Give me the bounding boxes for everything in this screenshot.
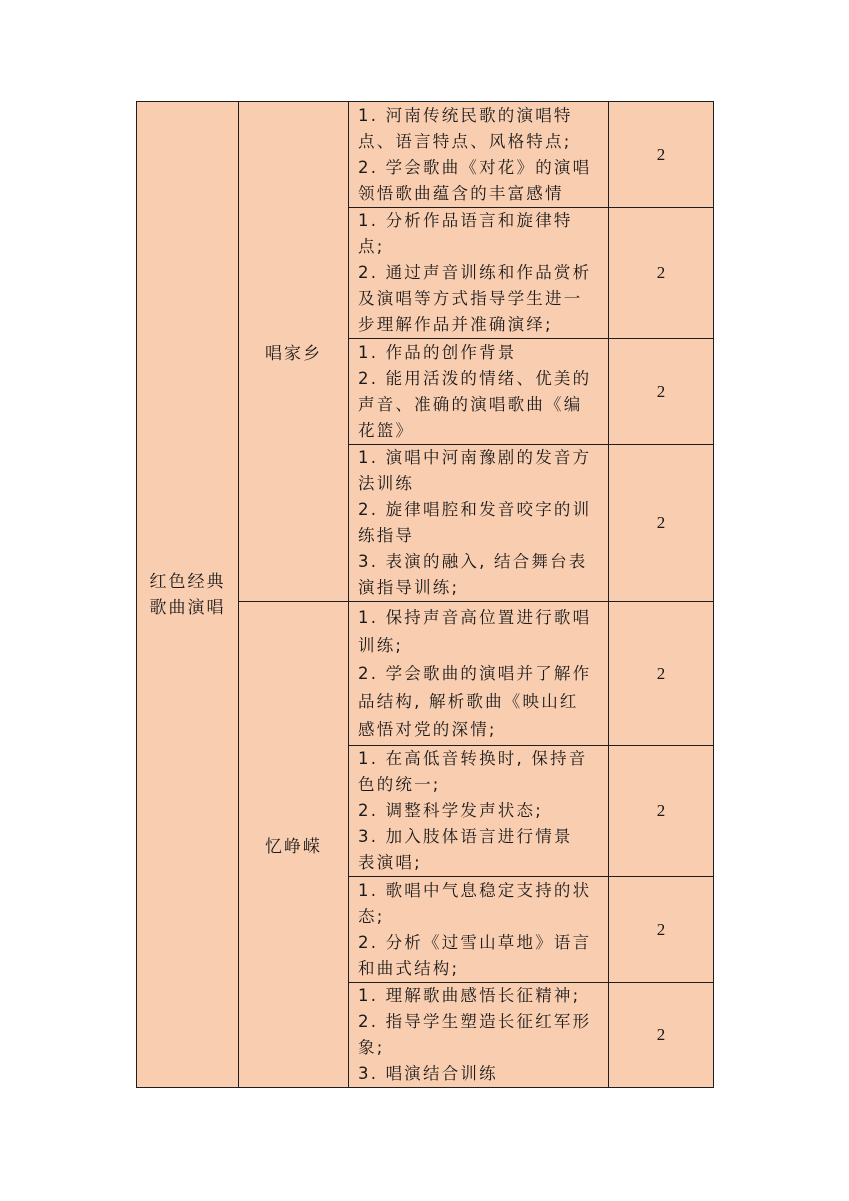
curriculum-table — [136, 101, 714, 1088]
lesson-content-line: 2. 调整科学发声状态; — [358, 801, 543, 820]
lesson-content-line: 2. 能用活泼的情绪、优美的 — [358, 368, 592, 388]
lesson-hours-cell — [609, 208, 714, 339]
lesson-content-line: 点; — [358, 237, 385, 256]
lesson-content-line: 法训练 — [358, 474, 415, 493]
lesson-content-line: 练指导 — [358, 526, 415, 545]
lesson-content-line: 1. 演唱中河南豫剧的发音方 — [358, 448, 592, 467]
lesson-content-line: 花篮》 — [358, 420, 415, 440]
lesson-hours: 2 — [656, 663, 666, 683]
lesson-content-line: 声音、准确的演唱歌曲《编 — [358, 394, 583, 414]
lesson-content-line: 领悟歌曲蕴含的丰富感情 — [358, 183, 564, 203]
lesson-hours: 2 — [656, 919, 666, 939]
lesson-content-cell — [349, 746, 609, 877]
lesson-content-line: 及演唱等方式指导学生进一 — [358, 289, 583, 308]
lesson-content-line: 2. 分析《过雪山草地》语言 — [358, 932, 592, 952]
lesson-content-line: 2. 通过声音训练和作品赏析 — [358, 263, 592, 282]
lesson-content-line: 2. 学会歌曲的演唱并了解作 — [358, 663, 592, 683]
lesson-content-line: 1. 保持声音高位置进行歌唱 — [358, 607, 592, 627]
lesson-content-line: 2. 学会歌曲《对花》的演唱 — [358, 157, 592, 177]
lesson-content-line: 色的统一; — [358, 775, 441, 794]
lesson-hours: 2 — [656, 1025, 666, 1044]
lesson-content-line: 1. 在高低音转换时, 保持音 — [358, 749, 588, 768]
topic-cell — [239, 102, 349, 602]
lesson-content-cell — [349, 983, 609, 1088]
lesson-content-line: 象; — [358, 1038, 385, 1057]
lesson-content-cell — [349, 339, 609, 445]
lesson-hours-cell — [609, 445, 714, 602]
table-row — [137, 102, 714, 208]
lesson-content-line: 1. 分析作品语言和旋律特 — [358, 211, 573, 230]
lesson-hours: 2 — [656, 263, 666, 282]
lesson-content-line: 训练; — [358, 635, 404, 655]
lesson-content-line: 2. 指导学生塑造长征红军形 — [358, 1012, 592, 1031]
lesson-hours: 2 — [656, 801, 666, 820]
lesson-content-cell — [349, 877, 609, 983]
lesson-hours-cell — [609, 983, 714, 1088]
lesson-hours: 2 — [656, 381, 666, 401]
lesson-content-line: 2. 旋律唱腔和发音咬字的训 — [358, 500, 592, 519]
lesson-content-cell — [349, 445, 609, 602]
lesson-content-line: 步理解作品并准确演绎; — [358, 315, 553, 334]
lesson-content-line: 3. 唱演结合训练 — [358, 1064, 498, 1083]
lesson-hours: 2 — [656, 144, 666, 164]
lesson-content-line: 1. 作品的创作背景 — [358, 342, 517, 362]
lesson-content-line: 和曲式结构; — [358, 958, 460, 978]
lesson-hours-cell — [609, 877, 714, 983]
lesson-content-line: 3. 加入肢体语言进行情景 — [358, 827, 573, 846]
lesson-content-line: 态; — [358, 906, 385, 926]
unit-cell — [137, 102, 239, 1088]
lesson-hours: 2 — [656, 513, 666, 532]
lesson-hours-cell — [609, 602, 714, 746]
unit-label: 歌曲演唱 — [149, 597, 226, 618]
lesson-content-line: 演指导训练; — [358, 578, 460, 597]
lesson-content-cell — [349, 208, 609, 339]
topic-cell — [239, 602, 349, 1088]
lesson-hours-cell — [609, 339, 714, 445]
lesson-hours-cell — [609, 102, 714, 208]
lesson-hours-cell — [609, 746, 714, 877]
lesson-content-line: 表演唱; — [358, 853, 422, 872]
table-body — [137, 102, 714, 1088]
lesson-content-cell — [349, 102, 609, 208]
unit-label: 红色经典 — [149, 571, 226, 592]
lesson-content-line: 1. 理解歌曲感悟长征精神; — [358, 986, 581, 1005]
lesson-content-cell — [349, 602, 609, 746]
lesson-content-line: 感悟对党的深情; — [358, 719, 497, 739]
topic-label: 忆峥嵘 — [265, 837, 322, 857]
lesson-content-line: 品结构, 解析歌曲《映山红 — [358, 691, 579, 711]
lesson-content-line: 点、语言特点、风格特点; — [358, 131, 572, 151]
topic-label: 唱家乡 — [265, 344, 322, 364]
lesson-content-line: 1. 河南传统民歌的演唱特 — [358, 105, 573, 125]
lesson-content-line: 1. 歌唱中气息稳定支持的状 — [358, 880, 592, 900]
lesson-content-line: 3. 表演的融入, 结合舞台表 — [358, 552, 588, 571]
